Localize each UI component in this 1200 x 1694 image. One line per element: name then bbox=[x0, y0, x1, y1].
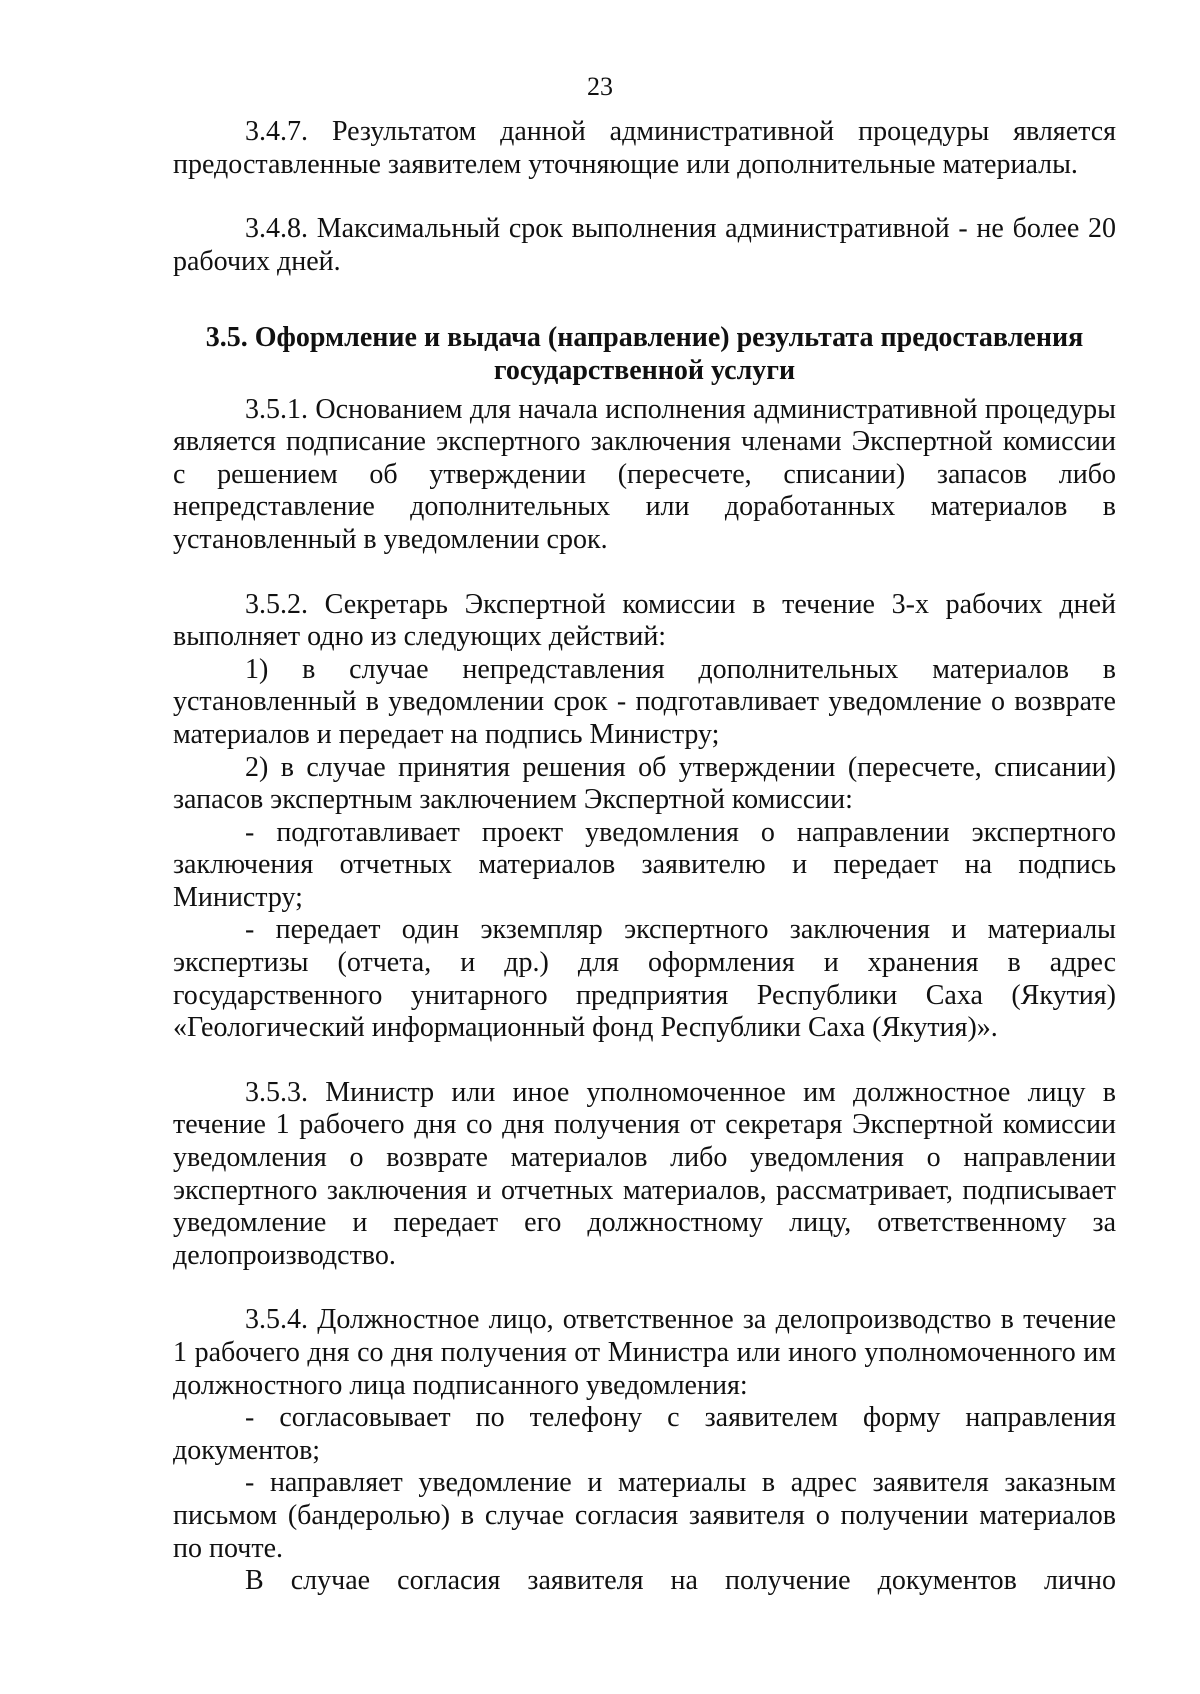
paragraph-3-5-4-c: В случае согласия заявителя на получение документов лично bbox=[245, 1565, 1116, 1597]
paragraph-3-5-2-item-2: 2) в случае принятия решения об утверждении (пересчете, списании) запасов экспертным заключением Экспертной комиссии: bbox=[173, 751, 1116, 816]
paragraph-3-5-2-item-2-b: - передает один экземпляр экспертного заключения и материалы экспертизы (отчета, и др.) для оформления и хранения в адрес государственного унитарного предприятия Республики Саха (Якутия) «Геологический информационный фонд Республики Саха (Якутия)». bbox=[173, 914, 1116, 1044]
paragraph-3-5-2-item-2-a: - подготавливает проект уведомления о направлении экспертного заключения отчетных материалов заявителю и передает на подпись Министру; bbox=[173, 816, 1116, 913]
paragraph-3-4-8: 3.4.8. Максимальный срок выполнения административной - не более 20 рабочих дней. bbox=[173, 213, 1116, 277]
paragraph-3-5-4-b: - направляет уведомление и материалы в адрес заявителя заказным письмом (бандеролью) в случае согласия заявителя о получении материалов по почте. bbox=[173, 1467, 1116, 1564]
paragraph-3-4-7: 3.4.7. Результатом данной административной процедуры является предоставленные заявителем уточняющие или дополнительные материалы. bbox=[173, 116, 1116, 180]
paragraph-3-5-1: 3.5.1. Основанием для начала исполнения административной процедуры является подписание экспертного заключения членами Экспертной комиссии с решением об утверждении (пересчете, списании) запасов либо непредставление дополнительных или доработанных материалов в установленный в уведомлении срок. bbox=[173, 393, 1116, 555]
paragraph-3-5-3: 3.5.3. Министр или иное уполномоченное им должностное лицу в течение 1 рабочего дня со дня получения от секретаря Экспертной комиссии уведомления о возврате материалов либо уведомления о направлении экспертного заключения и отчетных материалов, рассматривает, подписывает уведомление и передает его должностному лицу, ответственному за делопроизводство. bbox=[173, 1076, 1116, 1271]
paragraph-3-5-4: 3.5.4. Должностное лицо, ответственное за делопроизводство в течение 1 рабочего дня со дня получения от Министра или иного уполномоченного им должностного лица подписанного уведомления: bbox=[173, 1304, 1116, 1401]
section-title-3-5: 3.5. Оформление и выдача (направление) результата предоставления государственной услуги bbox=[205, 322, 1084, 386]
paragraph-3-5-4-a: - согласовывает по телефону с заявителем форму направления документов; bbox=[173, 1402, 1116, 1466]
paragraph-3-5-2-item-1: 1) в случае непредставления дополнительных материалов в установленный в уведомлении срок - подготавливает уведомление о возврате материалов и передает на подпись Министру; bbox=[173, 653, 1116, 750]
page-number: 23 bbox=[587, 72, 613, 101]
page-content bbox=[173, 116, 1116, 1598]
paragraph-3-5-2: 3.5.2. Секретарь Экспертной комиссии в течение 3-х рабочих дней выполняет одно из следующих действий: bbox=[173, 588, 1116, 653]
